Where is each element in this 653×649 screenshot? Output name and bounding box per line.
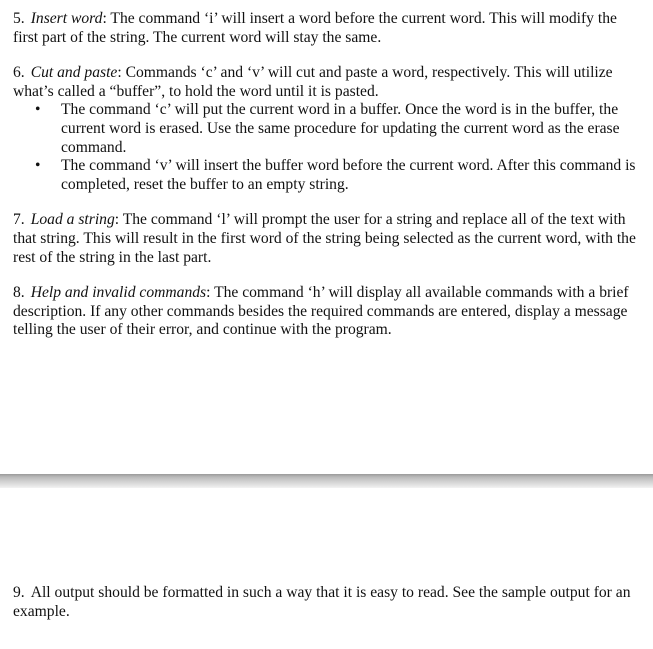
item-text: : The command ‘h’ will display all available commands with a brief description. If any other commands besides the required commands are entered, display a message telling the user of their error, and continue with the program. — [13, 284, 629, 339]
document-page-bottom — [0, 488, 653, 649]
item-number: 8. — [13, 284, 25, 302]
page-content — [13, 10, 641, 357]
item-text: : Commands ‘c’ and ‘v’ will cut and paste a word, respectively. This will utilize what’s called a “buffer”, to hold the word until it is pasted. — [13, 64, 613, 100]
item-term: Help and invalid commands — [30, 284, 207, 302]
item-help-invalid-commands — [13, 284, 641, 340]
bullet-item-paste — [13, 157, 641, 194]
page-break-separator — [0, 474, 653, 488]
item-load-string — [13, 211, 641, 267]
bullet-text: The command ‘c’ will put the current word in a buffer. Once the word is in the buffer, the current word is erased. Use the same procedure for updating the current word as the erase command. — [61, 101, 620, 156]
item-insert-word — [13, 10, 641, 47]
bullet-item-cut — [13, 101, 641, 157]
item-term: Insert word — [30, 10, 103, 27]
item-term: Cut and paste — [30, 64, 118, 82]
item-output-formatting — [13, 584, 641, 621]
page-content — [13, 584, 641, 621]
item-number: 7. — [13, 211, 25, 229]
item-number: 5. — [13, 10, 25, 27]
bullet-marker: • — [35, 101, 41, 119]
bullet-text: The command ‘v’ will insert the buffer word before the current word. After this command is completed, reset the buffer to an empty string. — [61, 157, 636, 193]
item-term: Load a string — [30, 211, 115, 229]
item-number: 9. — [13, 584, 25, 601]
item-number: 6. — [13, 64, 25, 82]
item-cut-and-paste — [13, 64, 641, 101]
item-text: All output should be formatted in such a way that it is easy to read. See the sample output for an example. — [13, 584, 631, 620]
bullet-marker: • — [35, 157, 41, 175]
item-text: : The command ‘i’ will insert a word before the current word. This will modify the first part of the string. The current word will stay the same. — [13, 10, 617, 46]
cut-and-paste-bullet-list — [13, 101, 641, 194]
item-text: : The command ‘l’ will prompt the user for a string and replace all of the text with that string. This will result in the first word of the string being selected as the current word, with the rest of the string in the last part. — [13, 211, 636, 266]
